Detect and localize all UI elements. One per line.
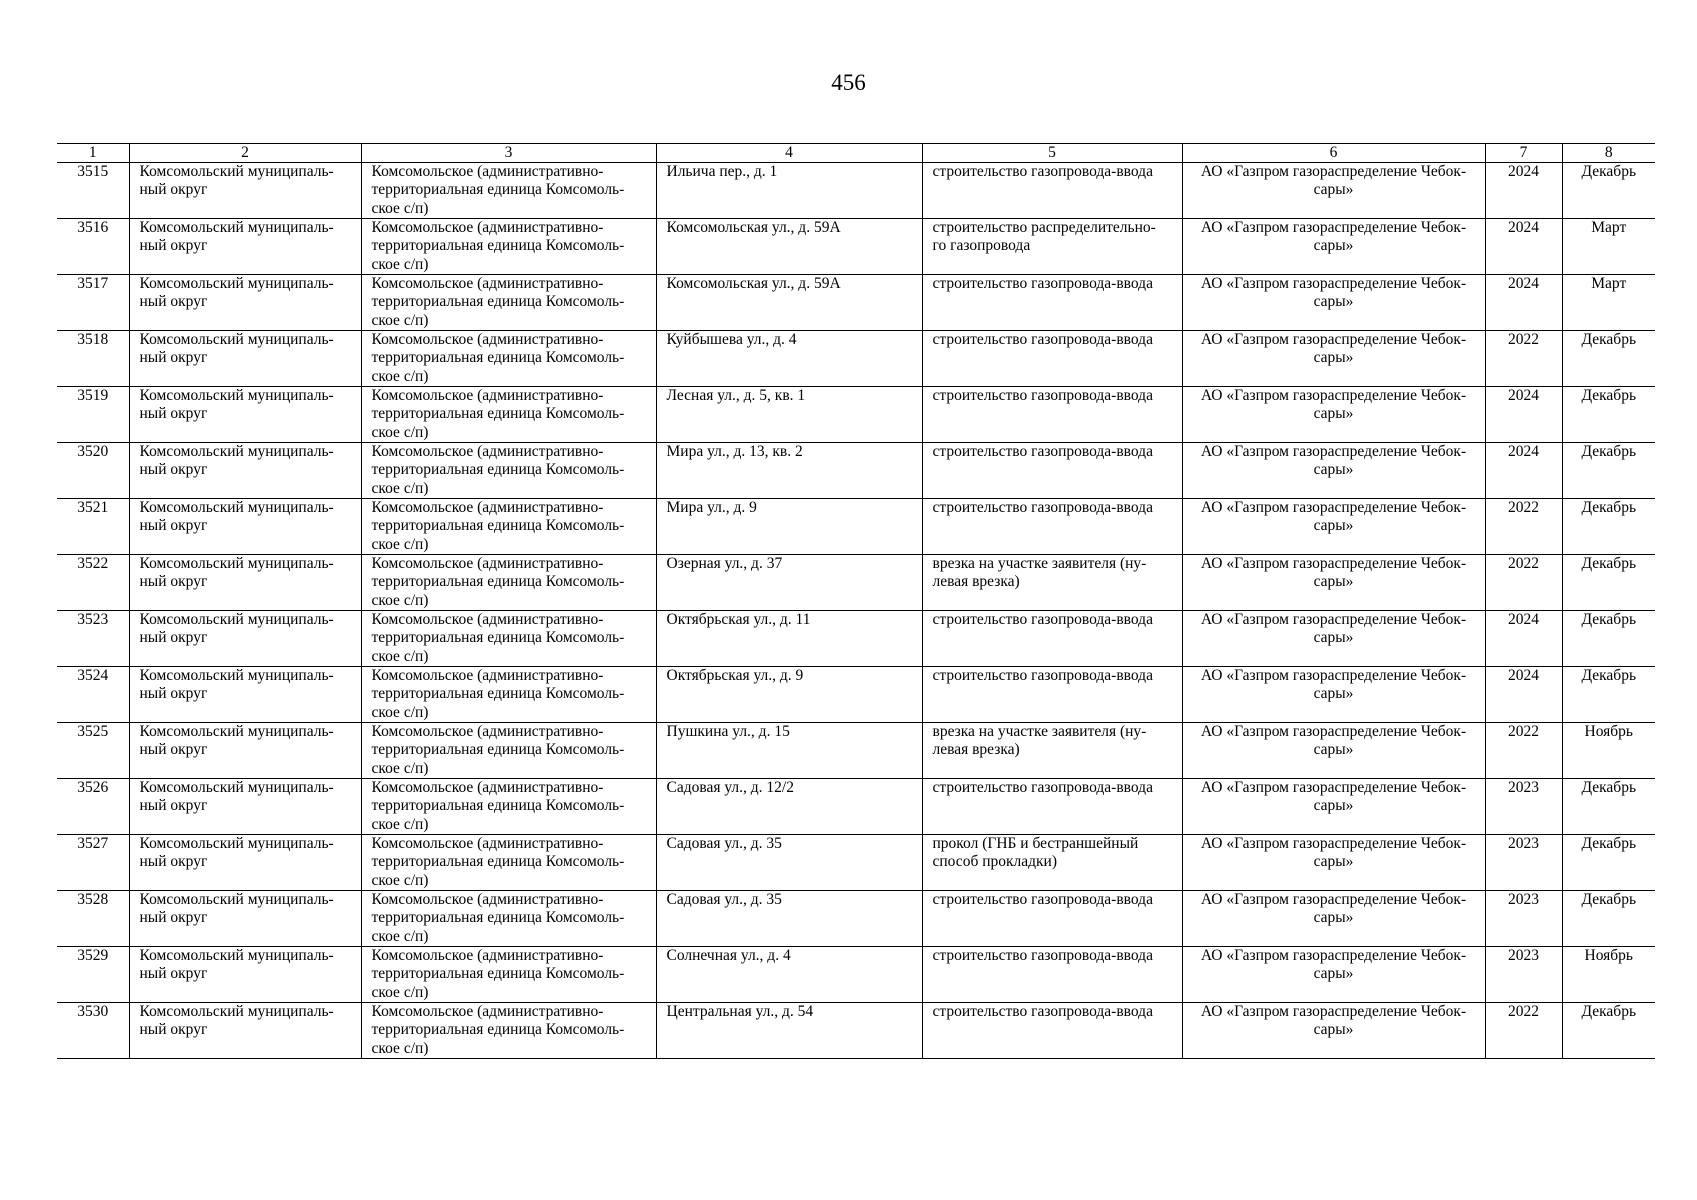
work-type-cell: прокол (ГНБ и бестраншейный способ прокладки) (922, 835, 1182, 891)
address-cell: Куйбышева ул., д. 4 (656, 331, 922, 387)
year-cell: 2024 (1485, 443, 1562, 499)
territorial-unit-cell: Комсомольское (административно- территориальная единица Комсомоль- ское с/п) (361, 667, 656, 723)
territorial-unit-cell: Комсомольское (административно- территориальная единица Комсомоль- ское с/п) (361, 723, 656, 779)
work-type-cell: строительство газопровода-ввода (922, 443, 1182, 499)
address-cell: Солнечная ул., д. 4 (656, 947, 922, 1003)
gasification-table (57, 143, 1655, 1059)
address-cell: Центральная ул., д. 54 (656, 1003, 922, 1059)
table-row (57, 1003, 1655, 1059)
year-cell: 2023 (1485, 779, 1562, 835)
month-cell: Ноябрь (1562, 723, 1655, 779)
address-cell: Ильича пер., д. 1 (656, 163, 922, 219)
month-cell: Ноябрь (1562, 947, 1655, 1003)
row-number-cell: 3530 (57, 1003, 129, 1059)
row-number-cell: 3529 (57, 947, 129, 1003)
address-cell: Октябрьская ул., д. 9 (656, 667, 922, 723)
row-number-cell: 3519 (57, 387, 129, 443)
row-number-cell: 3523 (57, 611, 129, 667)
work-type-cell: строительство газопровода-ввода (922, 891, 1182, 947)
organization-cell: АО «Газпром газораспределение Чебок- сары» (1182, 331, 1485, 387)
row-number-cell: 3524 (57, 667, 129, 723)
district-cell: Комсомольский муниципаль- ный округ (129, 611, 361, 667)
territorial-unit-cell: Комсомольское (административно- территориальная единица Комсомоль- ское с/п) (361, 443, 656, 499)
organization-cell: АО «Газпром газораспределение Чебок- сары» (1182, 835, 1485, 891)
row-number-cell: 3517 (57, 275, 129, 331)
address-cell: Садовая ул., д. 35 (656, 891, 922, 947)
work-type-cell: врезка на участке заявителя (ну- левая врезка) (922, 555, 1182, 611)
address-cell: Садовая ул., д. 35 (656, 835, 922, 891)
column-number: 6 (1182, 144, 1485, 163)
row-number-cell: 3516 (57, 219, 129, 275)
territorial-unit-cell: Комсомольское (административно- территориальная единица Комсомоль- ское с/п) (361, 835, 656, 891)
row-number-cell: 3525 (57, 723, 129, 779)
year-cell: 2023 (1485, 947, 1562, 1003)
district-cell: Комсомольский муниципаль- ный округ (129, 1003, 361, 1059)
organization-cell: АО «Газпром газораспределение Чебок- сары» (1182, 219, 1485, 275)
table-row (57, 275, 1655, 331)
table-row (57, 499, 1655, 555)
territorial-unit-cell: Комсомольское (административно- территориальная единица Комсомоль- ское с/п) (361, 275, 656, 331)
month-cell: Март (1562, 275, 1655, 331)
address-cell: Озерная ул., д. 37 (656, 555, 922, 611)
organization-cell: АО «Газпром газораспределение Чебок- сары» (1182, 387, 1485, 443)
work-type-cell: строительство газопровода-ввода (922, 387, 1182, 443)
work-type-cell: строительство газопровода-ввода (922, 275, 1182, 331)
month-cell: Декабрь (1562, 499, 1655, 555)
district-cell: Комсомольский муниципаль- ный округ (129, 891, 361, 947)
district-cell: Комсомольский муниципаль- ный округ (129, 499, 361, 555)
district-cell: Комсомольский муниципаль- ный округ (129, 835, 361, 891)
month-cell: Декабрь (1562, 163, 1655, 219)
territorial-unit-cell: Комсомольское (административно- территориальная единица Комсомоль- ское с/п) (361, 779, 656, 835)
table-row (57, 219, 1655, 275)
table-row (57, 611, 1655, 667)
year-cell: 2022 (1485, 499, 1562, 555)
district-cell: Комсомольский муниципаль- ный округ (129, 443, 361, 499)
work-type-cell: строительство газопровода-ввода (922, 947, 1182, 1003)
territorial-unit-cell: Комсомольское (административно- территориальная единица Комсомоль- ское с/п) (361, 611, 656, 667)
row-number-cell: 3518 (57, 331, 129, 387)
column-number: 4 (656, 144, 922, 163)
row-number-cell: 3526 (57, 779, 129, 835)
month-cell: Декабрь (1562, 611, 1655, 667)
year-cell: 2024 (1485, 275, 1562, 331)
work-type-cell: строительство газопровода-ввода (922, 331, 1182, 387)
organization-cell: АО «Газпром газораспределение Чебок- сары» (1182, 667, 1485, 723)
table-row (57, 723, 1655, 779)
year-cell: 2022 (1485, 555, 1562, 611)
work-type-cell: строительство газопровода-ввода (922, 163, 1182, 219)
year-cell: 2023 (1485, 891, 1562, 947)
territorial-unit-cell: Комсомольское (административно- территориальная единица Комсомоль- ское с/п) (361, 1003, 656, 1059)
work-type-cell: строительство газопровода-ввода (922, 667, 1182, 723)
address-cell: Мира ул., д. 9 (656, 499, 922, 555)
organization-cell: АО «Газпром газораспределение Чебок- сары» (1182, 1003, 1485, 1059)
column-number: 1 (57, 144, 129, 163)
column-number: 3 (361, 144, 656, 163)
address-cell: Октябрьская ул., д. 11 (656, 611, 922, 667)
table-row (57, 667, 1655, 723)
territorial-unit-cell: Комсомольское (административно- территориальная единица Комсомоль- ское с/п) (361, 499, 656, 555)
territorial-unit-cell: Комсомольское (административно- территориальная единица Комсомоль- ское с/п) (361, 219, 656, 275)
territorial-unit-cell: Комсомольское (административно- территориальная единица Комсомоль- ское с/п) (361, 387, 656, 443)
work-type-cell: строительство распределительно- го газопровода (922, 219, 1182, 275)
territorial-unit-cell: Комсомольское (административно- территориальная единица Комсомоль- ское с/п) (361, 163, 656, 219)
month-cell: Декабрь (1562, 331, 1655, 387)
district-cell: Комсомольский муниципаль- ный округ (129, 163, 361, 219)
work-type-cell: строительство газопровода-ввода (922, 1003, 1182, 1059)
district-cell: Комсомольский муниципаль- ный округ (129, 723, 361, 779)
row-number-cell: 3521 (57, 499, 129, 555)
table-row (57, 835, 1655, 891)
work-type-cell: строительство газопровода-ввода (922, 499, 1182, 555)
year-cell: 2022 (1485, 723, 1562, 779)
organization-cell: АО «Газпром газораспределение Чебок- сары» (1182, 499, 1485, 555)
year-cell: 2024 (1485, 219, 1562, 275)
district-cell: Комсомольский муниципаль- ный округ (129, 667, 361, 723)
district-cell: Комсомольский муниципаль- ный округ (129, 387, 361, 443)
month-cell: Декабрь (1562, 891, 1655, 947)
page-number: 456 (831, 70, 866, 95)
territorial-unit-cell: Комсомольское (административно- территориальная единица Комсомоль- ское с/п) (361, 891, 656, 947)
district-cell: Комсомольский муниципаль- ный округ (129, 555, 361, 611)
year-cell: 2024 (1485, 611, 1562, 667)
table-row (57, 555, 1655, 611)
organization-cell: АО «Газпром газораспределение Чебок- сары» (1182, 275, 1485, 331)
district-cell: Комсомольский муниципаль- ный округ (129, 947, 361, 1003)
table-row (57, 779, 1655, 835)
row-number-cell: 3515 (57, 163, 129, 219)
territorial-unit-cell: Комсомольское (административно- территориальная единица Комсомоль- ское с/п) (361, 555, 656, 611)
organization-cell: АО «Газпром газораспределение Чебок- сары» (1182, 723, 1485, 779)
work-type-cell: врезка на участке заявителя (ну- левая врезка) (922, 723, 1182, 779)
district-cell: Комсомольский муниципаль- ный округ (129, 331, 361, 387)
organization-cell: АО «Газпром газораспределение Чебок- сары» (1182, 555, 1485, 611)
row-number-cell: 3522 (57, 555, 129, 611)
year-cell: 2024 (1485, 163, 1562, 219)
month-cell: Март (1562, 219, 1655, 275)
month-cell: Декабрь (1562, 387, 1655, 443)
address-cell: Садовая ул., д. 12/2 (656, 779, 922, 835)
row-number-cell: 3527 (57, 835, 129, 891)
district-cell: Комсомольский муниципаль- ный округ (129, 219, 361, 275)
year-cell: 2024 (1485, 667, 1562, 723)
year-cell: 2023 (1485, 835, 1562, 891)
column-number: 5 (922, 144, 1182, 163)
organization-cell: АО «Газпром газораспределение Чебок- сары» (1182, 891, 1485, 947)
column-number-row (57, 144, 1655, 163)
address-cell: Комсомольская ул., д. 59А (656, 219, 922, 275)
column-number: 8 (1562, 144, 1655, 163)
column-number: 2 (129, 144, 361, 163)
district-cell: Комсомольский муниципаль- ный округ (129, 275, 361, 331)
organization-cell: АО «Газпром газораспределение Чебок- сары» (1182, 779, 1485, 835)
territorial-unit-cell: Комсомольское (административно- территориальная единица Комсомоль- ское с/п) (361, 947, 656, 1003)
year-cell: 2022 (1485, 331, 1562, 387)
row-number-cell: 3520 (57, 443, 129, 499)
address-cell: Пушкина ул., д. 15 (656, 723, 922, 779)
address-cell: Комсомольская ул., д. 59А (656, 275, 922, 331)
table-row (57, 331, 1655, 387)
month-cell: Декабрь (1562, 1003, 1655, 1059)
month-cell: Декабрь (1562, 443, 1655, 499)
work-type-cell: строительство газопровода-ввода (922, 611, 1182, 667)
organization-cell: АО «Газпром газораспределение Чебок- сары» (1182, 947, 1485, 1003)
year-cell: 2024 (1485, 387, 1562, 443)
organization-cell: АО «Газпром газораспределение Чебок- сары» (1182, 163, 1485, 219)
district-cell: Комсомольский муниципаль- ный округ (129, 779, 361, 835)
table-row (57, 443, 1655, 499)
organization-cell: АО «Газпром газораспределение Чебок- сары» (1182, 443, 1485, 499)
row-number-cell: 3528 (57, 891, 129, 947)
table-row (57, 947, 1655, 1003)
address-cell: Мира ул., д. 13, кв. 2 (656, 443, 922, 499)
month-cell: Декабрь (1562, 555, 1655, 611)
territorial-unit-cell: Комсомольское (административно- территориальная единица Комсомоль- ское с/п) (361, 331, 656, 387)
table-row (57, 387, 1655, 443)
year-cell: 2022 (1485, 1003, 1562, 1059)
month-cell: Декабрь (1562, 667, 1655, 723)
month-cell: Декабрь (1562, 779, 1655, 835)
address-cell: Лесная ул., д. 5, кв. 1 (656, 387, 922, 443)
organization-cell: АО «Газпром газораспределение Чебок- сары» (1182, 611, 1485, 667)
table-row (57, 891, 1655, 947)
table-body (57, 163, 1655, 1059)
table-row (57, 163, 1655, 219)
month-cell: Декабрь (1562, 835, 1655, 891)
work-type-cell: строительство газопровода-ввода (922, 779, 1182, 835)
column-number: 7 (1485, 144, 1562, 163)
